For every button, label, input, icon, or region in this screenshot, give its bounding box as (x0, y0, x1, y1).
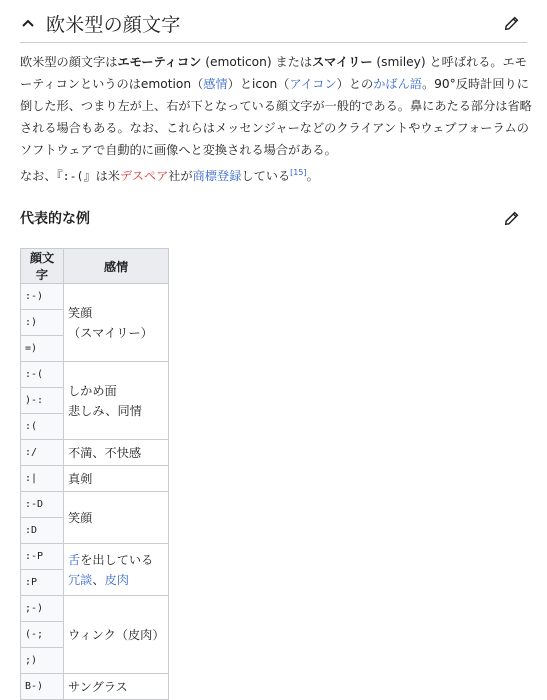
table-header-row (21, 249, 169, 284)
table-row (21, 674, 169, 700)
subsection-header (20, 204, 527, 232)
table-row (21, 544, 169, 570)
intro-paragraph (20, 51, 532, 161)
feeling-cell: 笑顔 (64, 492, 169, 544)
emoticon-cell: :-D (21, 492, 64, 518)
feeling-cell (64, 284, 169, 362)
subsection-title: 代表的な例 (20, 211, 90, 227)
feeling-text: 笑顔 (68, 305, 93, 320)
link-portmanteau[interactable]: かばん語 (373, 77, 422, 91)
link-irony[interactable]: 皮肉 (104, 572, 129, 587)
text: (emoticon) または (201, 55, 313, 69)
text: 。 (306, 169, 319, 183)
link-tongue[interactable]: 舌 (68, 552, 81, 567)
text: している (241, 169, 291, 183)
link-icon[interactable]: アイコン (289, 77, 337, 91)
table-row (21, 362, 169, 388)
link-emotion[interactable]: 感情 (203, 77, 228, 91)
link-joke[interactable]: 冗談 (68, 572, 93, 587)
emoticon-cell: :| (21, 466, 64, 492)
emoticon-cell: :) (21, 310, 64, 336)
bold-term-emoticon: エモーティコン (117, 55, 202, 69)
feeling-cell (64, 362, 169, 440)
feeling-line (68, 570, 164, 590)
emoticon-cell: (-; (21, 622, 64, 648)
feeling-cell: サングラス (64, 674, 169, 700)
text: 』は米 (83, 169, 120, 183)
trademark-paragraph (20, 165, 532, 187)
section-header[interactable] (20, 8, 527, 38)
emoticon-table (20, 248, 169, 700)
table-row (21, 596, 169, 622)
header-divider (20, 42, 527, 43)
emoticon-cell: :( (21, 414, 64, 440)
text: 欧米型の顔文字は (20, 55, 118, 69)
table-row (21, 492, 169, 518)
feeling-text: 悲しみ、同情 (68, 403, 142, 418)
link-trademark[interactable]: 商標登録 (192, 169, 242, 183)
chevron-up-icon[interactable] (20, 15, 36, 31)
emoticon-cell: :-) (21, 284, 64, 310)
text: ）とicon（ (227, 77, 290, 91)
column-header-feeling: 感情 (64, 249, 169, 284)
emoticon-cell: :/ (21, 440, 64, 466)
column-header-emoticon: 顔文字 (21, 249, 64, 284)
feeling-line (68, 550, 164, 570)
text: なお、『 (20, 169, 63, 183)
table-row (21, 440, 169, 466)
emoticon-cell: )-: (21, 388, 64, 414)
feeling-cell (64, 544, 169, 596)
feeling-text: を出している (80, 552, 154, 567)
text: (smiley) と呼ばれる。エモーティコンというのはemotion（ (20, 55, 527, 91)
pencil-icon[interactable] (503, 209, 521, 227)
feeling-text: しかめ面 (68, 383, 117, 398)
feeling-cell: ウィンク（皮肉） (64, 596, 169, 674)
emoticon-cell: :D (21, 518, 64, 544)
reference-link[interactable]: [15] (290, 167, 307, 177)
emoticon-cell: :-P (21, 544, 64, 570)
text: 。90°反時計回りに倒した形、つまり左が上、右が下となっている顔文字が一般的である。鼻にあたる部分は省略される場合もある。なお、これらはメッセンジャーなどのクライアントやウェブフォーラムのソフトウェアで自動的に画像へと変換される場合がある。 (20, 77, 532, 157)
table-row (21, 466, 169, 492)
emoticon-cell: ;) (21, 648, 64, 674)
emoticon-cell: :P (21, 570, 64, 596)
feeling-text: （スマイリー） (68, 325, 153, 340)
bold-term-smiley: スマイリー (312, 55, 373, 69)
text: ）との (336, 77, 374, 91)
feeling-text: 、 (92, 572, 105, 587)
section-title: 欧米型の顔文字 (46, 13, 181, 36)
table-row (21, 284, 169, 310)
emoticon-cell: =) (21, 336, 64, 362)
text: 社が (168, 169, 193, 183)
feeling-cell: 不満、不快感 (64, 440, 169, 466)
feeling-cell: 真剣 (64, 466, 169, 492)
link-despair[interactable]: デスペア (120, 169, 169, 183)
emoticon-cell: :-( (21, 362, 64, 388)
emoticon-cell: ;-) (21, 596, 64, 622)
pencil-icon[interactable] (503, 14, 521, 32)
inline-code: :-( (62, 169, 84, 183)
emoticon-cell: B-) (21, 674, 64, 700)
